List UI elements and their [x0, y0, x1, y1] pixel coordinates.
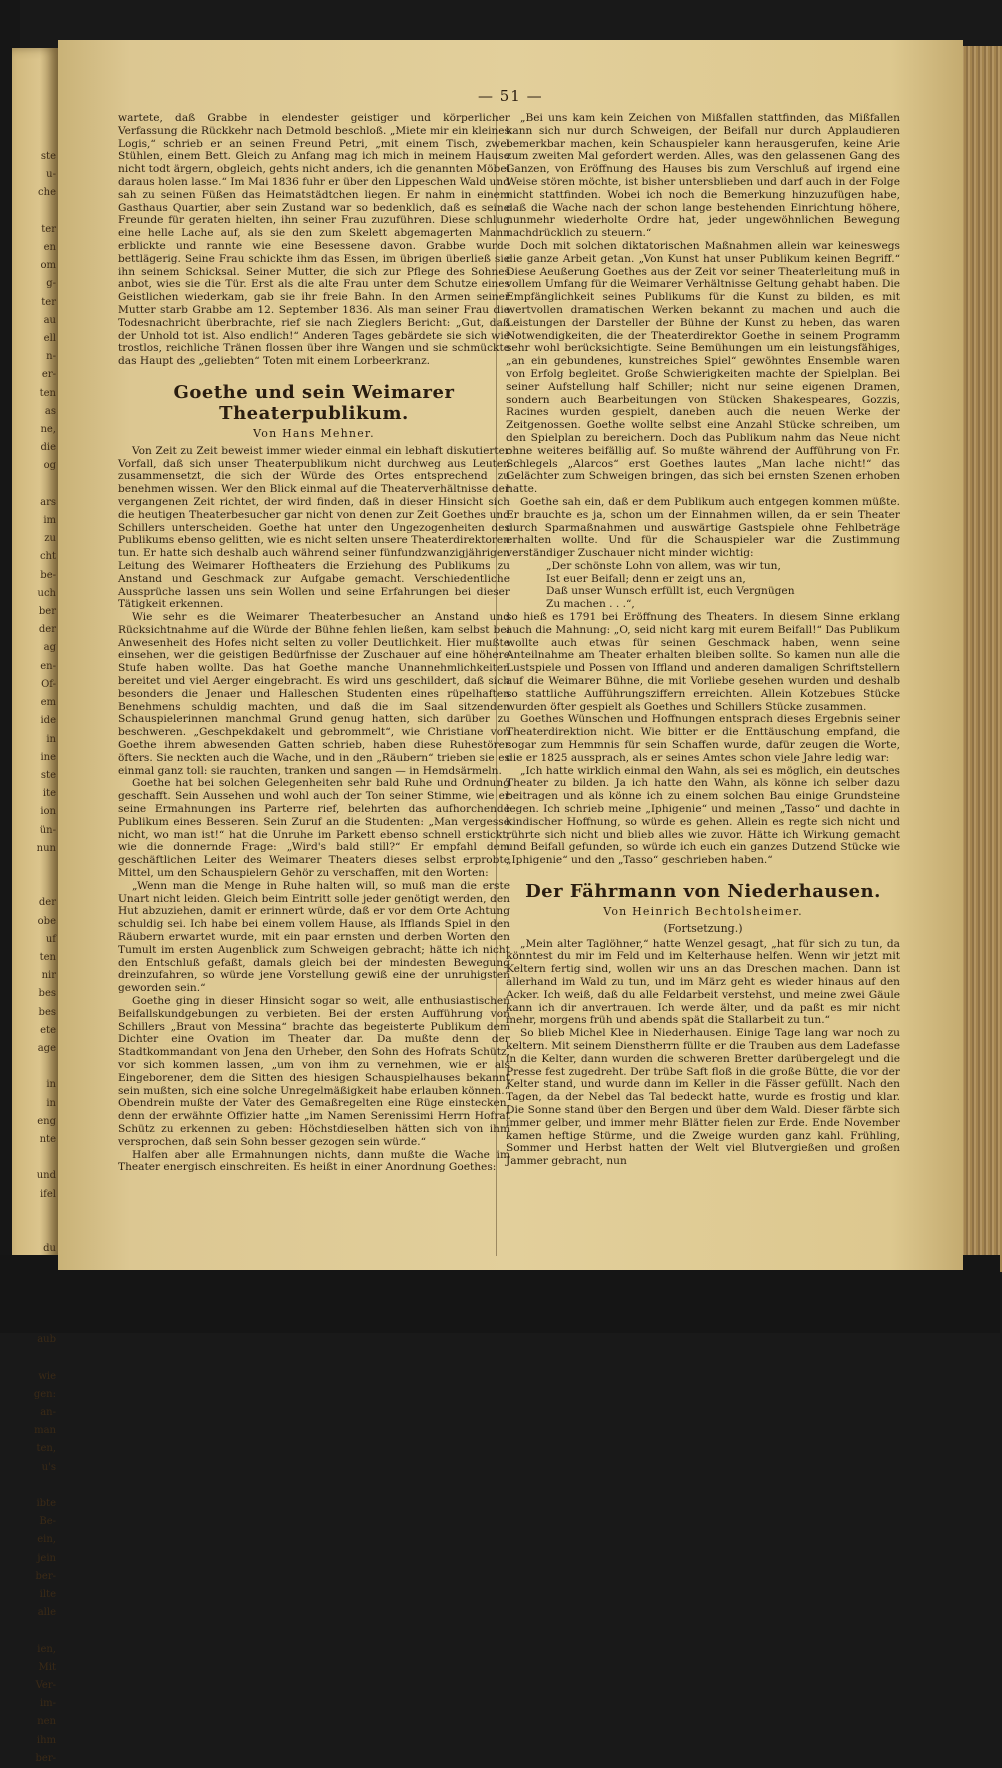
margin-fragment: che: [38, 187, 56, 199]
quote-paragraph: „Ich hatte wirklich einmal den Wahn, als sei es möglich, ein deutsches Theater zu bilden. Ja ich hatte den Wahn, als könne ich selber dazu beitragen und als könne ich zu einem solchen Bau einige Grundsteine legen. Ich schrieb meine „Iphigenie“ und meinen „Tasso“ und dachte in kindischer Hoffnung, so würde es gehen. Allein es regte sich nicht und rührte sich nicht und blieb alles wie zuvor. Hätte ich Wirkung gemacht und Beifall gefunden, so würde ich euch ein ganzes Dutzend Stücke wie „Iphigenie“ und den „Tasso“ geschrieben haben.“: [506, 764, 900, 867]
article-paragraph: Halfen aber alle Ermahnungen nichts, dann mußte die Wache im Theater energisch einschreiten. Es heißt in einer Anordnung Goethes:: [118, 1148, 510, 1174]
story-paragraph: So blieb Michel Klee in Niederhausen. Einige Tage lang war noch zu keltern. Mit seinem Dienstherrn füllte er die Trauben aus dem Ladefasse in die Kelter, dann wurden die schweren Bretter darübergelegt und die Presse fest zugedreht. Der trübe Saft floß in die große Bütte, die vor der Kelter stand, und wurde dann im Keller in die Fässer gefüllt. Nach den Tagen, da der Nebel das Tal bedeckt hatte, wurde es frostig und klar. Die Sonne stand über den Bergen und über dem Wald. Dieser färbte sich immer gelber, und immer mehr Blätter fielen zur Erde. Ende November kamen heftige Stürme, und die Zweige wurden ganz kahl. Frühling, Sommer und Herbst hatten der Welt viel Blutvergießen und großen Jammer gebracht, nun: [506, 1027, 900, 1168]
margin-fragment: ten,: [36, 1443, 56, 1455]
margin-fragment: alle: [37, 1607, 56, 1619]
article-headline-goethe: Goethe und sein Weimarer Theaterpublikum.: [173, 381, 455, 424]
margin-fragment: [12, 1349, 58, 1367]
verse-line: Daß unser Wunsch erfüllt ist, euch Vergnügen: [546, 585, 795, 598]
article-paragraph: Wie sehr es die Weimarer Theaterbesucher an Anstand und Rücksichtnahme auf die Würde der Bühne fehlen ließen, kam selbst bei Anwesenheit des Hofes nicht selten zu voller Deutlichkeit. Hier mußte einsehen, wer die geistigen Bedürfnisse der Zuschauer auf eine höhere Stufe haben wollte. Das hat Goethe manche Unannehmlichkeiten bereitet und viel Aerger eingebracht. Es wird uns geschildert, daß sich besonders die Jenaer und Halleschen Studenten eines rüpelhaften Benehmens schuldig machten, und daß die im Saal sitzenden Schauspielerinnen manchmal Grund genug hatten, sich darüber zu beschweren. „Geschpekdakelt und gebrommelt“, wie Christiane von Goethe ihrem abwesenden Gatten schrieb, haben diese Ruhestörer öfters. Sie neckten auch die Wache, und in den „Räubern“ trieben sie es einmal ganz toll: sie rauchten, tranken und sangen — in Hemdsärmeln.: [118, 611, 510, 777]
margin-fragment: ber-: [35, 1570, 56, 1582]
article-paragraph: Goethe ging in dieser Hinsicht sogar so weit, alle enthusiastischen Beifallskundgebungen zu verbieten. Bei der ersten Aufführung von Schillers „Braut von Messina“ brachte das begeisterte Publikum dem Dichter eine Ovation im Theater dar. Da mußte denn der Stadtkommandant von Jena den Urheber, den Sohn des Hofrats Schütz, vor sich kommen lassen, „um von ihm zu vernehmen, wie er als Eingeborener, dem die Sitten des hiesigen Schauspielhauses bekannt sein mußten, sich eine solche Unregelmäßigkeit habe erlauben können.“ Obendrein mußte der Vater des Gemaßregelten eine Rüge einstecken, denn der erwähnte Offizier hatte „im Namen Serenissimi Herrn Hofrat Schütz zu erkennen zu geben: Höchstdieselben hätten sich von ihm versprochen, daß sein Sohn besser gezogen sein würde.“: [118, 995, 510, 1148]
margin-fragment: uch: [37, 587, 56, 599]
margin-fragment: in: [46, 1079, 56, 1091]
margin-fragment: [12, 858, 58, 876]
margin-fragment: uf: [45, 933, 56, 945]
verse-line: „Der schönste Lohn von allem, was wir tun,: [546, 559, 781, 572]
margin-fragment: ien,: [37, 1643, 56, 1655]
margin-fragment: om: [40, 260, 56, 272]
margin-fragment: u-: [46, 169, 56, 181]
margin-fragment: ag: [43, 642, 56, 654]
article-paragraph: Von Zeit zu Zeit beweist immer wieder einmal ein lebhaft diskutierter Vorfall, daß sich unser Theaterpublikum nicht durchweg aus Leuten zusammensetzt, die sich der Würde des Ortes entsprechend zu benehmen wissen. Wer den Blick einmal auf die Theaterverhältnisse der vergangenen Zeit richtet, der wird finden, daß in dieser Hinsicht sich die heutigen Theaterbesucher gar nicht von denen zur Zeit Goethes und Schillers unterscheiden. Goethe hat unter den Ungezogenheiten des Publikums ebenso gelitten, wie es nicht selten unsere Theaterdirektoren tun. Er hatte sich deshalb auch während seiner fünfundzwanzigjährigen Leitung des Weimarer Hoftheaters die Erziehung des Publikums zu Anstand und Geschmack zur Aufgabe gemacht. Verschiedentliche Aussprüche lassen uns sein Wollen und seine Erfahrungen bei dieser Tätigkeit erkennen.: [118, 444, 510, 611]
margin-fragment: nte: [39, 1133, 56, 1145]
margin-fragment: g-: [46, 278, 56, 290]
article-byline-goethe: Von Hans Mehner.: [253, 426, 375, 440]
margin-fragment: [12, 1222, 58, 1240]
margin-fragment: ste: [40, 151, 56, 162]
margin-fragment: und: [36, 1170, 56, 1182]
margin-fragment: [12, 876, 58, 894]
article-paragraph: Goethes Wünschen und Hoffnungen entsprach dieses Ergebnis seiner Theaterdirektion nicht. Wie bitter er die Enttäuschung empfand, die sogar zum Hemmnis für sein Schaffen wurde, dafür zeugen die Worte, die er 1825 aussprach, als er seines Amtes schon viele Jahre ledig war:: [506, 713, 900, 764]
margin-fragment: nun: [36, 842, 56, 854]
margin-fragment: obe: [37, 915, 56, 927]
margin-fragment: n-: [46, 351, 56, 363]
margin-fragment: [12, 1477, 58, 1495]
newspaper-page: [58, 40, 963, 1270]
article-paragraph: so hieß es 1791 bei Eröffnung des Theaters. In diesem Sinne erklang auch die Mahnung: „O, seid nicht karg mit eurem Beifall!“ Das Publikum wollte auch etwas für seinen Geschmack haben, wenn seine Anteilnahme am Theater erhalten bleiben sollte. So kamen nun alle die Lustspiele und Possen von Iffland und anderen damaligen Schriftstellern auf die Weimarer Bühne, die mit Vorliebe gesehen wurden und deshalb so stattliche Aufführungsziffern erreichten. Allein Kotzebues Stücke wurden öfter gespielt als Goethes und Schillers Stücke zusammen.: [506, 611, 900, 713]
margin-fragment: ten: [39, 387, 56, 399]
margin-fragment: en-: [40, 660, 56, 672]
margin-fragment: og: [43, 460, 56, 472]
margin-fragment: as: [44, 405, 56, 417]
article-paragraph: Goethe hat bei solchen Gelegenheiten sehr bald Ruhe und Ordnung geschafft. Sein Aussehen und wohl auch der Ton seiner Stimme, wie er seine Ermahnungen ins Parterre rief, belehrten das aufhorchende Publikum eines Besseren. Sein Zuruf an die Studenten: „Man vergesse nicht, wo man ist!“ hat die Unruhe im Parkett ebenso schnell erstickt, wie die donnernde Frage: „Wird's bald still?“ Er empfahl dem geschäftlichen Leiter des Weimarer Theaters dieses selbst erprobte Mittel, um den Schauspielern Gehör zu verschaffen, mit den Worten:: [118, 777, 510, 880]
margin-fragment: in: [46, 733, 56, 745]
margin-fragment: ten: [39, 951, 56, 963]
margin-fragment: jein: [37, 1552, 56, 1564]
margin-fragment: wie: [38, 1370, 56, 1382]
margin-fragment: [12, 1058, 58, 1076]
book-spine: [958, 46, 1002, 1272]
margin-fragment: der: [38, 897, 56, 909]
margin-fragment: gen:: [33, 1388, 56, 1400]
margin-fragment: ete: [40, 1024, 56, 1036]
margin-fragment: ter: [41, 296, 56, 308]
margin-fragment: ion: [40, 806, 56, 818]
margin-fragment: ber-: [35, 1752, 56, 1764]
previous-page-edge: [12, 48, 58, 1764]
margin-fragment: der: [38, 624, 56, 636]
story-paragraph: „Mein alter Taglöhner,“ hatte Wenzel gesagt, „hat für sich zu tun, da könntest du mir im Feld und im Kelterhause helfen. Wenn wir jetzt mit Keltern fertig sind, wollen wir uns an das Dreschen machen. Dann ist allerhand im Wald zu tun, und im März geht es wieder hinaus auf den Acker. Ich weiß, daß du alle Feldarbeit verstehst, und meine zwei Gäule kann ich dir anvertrauen. Ich werde älter, und da paßt es mir nicht mehr, morgens früh und abends spät die Stallarbeit zu tun.“: [506, 937, 900, 1027]
margin-fragment: Ver-: [35, 1680, 56, 1692]
margin-fragment: zu: [44, 533, 56, 545]
margin-fragment: aub: [37, 1334, 56, 1346]
margin-fragment: au: [43, 314, 56, 326]
margin-fragment: ars: [40, 496, 56, 508]
margin-fragment: Mit: [38, 1661, 56, 1673]
margin-fragment: an-: [40, 1407, 56, 1419]
margin-fragment: age: [37, 1042, 56, 1054]
margin-fragment: ter: [41, 223, 56, 235]
margin-fragment: du: [43, 1243, 56, 1255]
margin-fragment: ste: [40, 769, 56, 781]
right-column: [506, 112, 900, 1168]
margin-fragment: in: [46, 1097, 56, 1109]
margin-fragment: er-: [41, 369, 56, 381]
margin-fragment: [12, 476, 58, 494]
margin-fragment: bes: [38, 1006, 56, 1018]
margin-fragment: ine: [40, 751, 56, 763]
verse-line: Ist euer Beifall; denn er zeigt uns an,: [546, 572, 746, 585]
quote-paragraph: „Bei uns kam kein Zeichen von Mißfallen stattfinden, das Mißfallen kann sich nur durch Schweigen, der Beifall nur durch Applaudieren bemerkbar machen, kein Schauspieler kann herausgerufen, keine Arie zum zweiten Mal gefordert werden. Alles, was den gelassenen Gang des Ganzen, von Eröffnung des Hauses bis zum Verschluß auf irgend eine Weise stören möchte, ist bisher untersblieben und darf auch in der Folge nicht stattfinden. Wobei ich noch die Bemerkung hinzuzufügen habe, daß die Wache nach der schon lange bestehenden Einrichtung höhere, nunmehr wiederholte Ordre hat, jeder ungewöhnlichen Bewegung nachdrücklich zu steuern.“: [506, 112, 900, 240]
margin-fragment: ilte: [39, 1589, 56, 1601]
margin-fragment: ell: [43, 333, 56, 345]
margin-fragment: ün-: [39, 824, 56, 836]
left-column: [118, 112, 510, 1174]
margin-fragment: [12, 1622, 58, 1640]
margin-fragment: [12, 203, 58, 221]
margin-fragment: die: [40, 442, 56, 454]
margin-fragment: ifel: [39, 1188, 56, 1200]
margin-fragment: ihm: [36, 1734, 56, 1746]
margin-fragment: nen: [37, 1716, 56, 1728]
article-paragraph: Goethe sah ein, daß er dem Publikum auch entgegen kommen müßte. Er brauchte es ja, schon um der Einnahmen willen, da er sein Theater durch Sparmaßnahmen und auswärtige Gastspiele ohne Fehlbeträge erhalten wollte. Und für die Schauspieler war die Zustimmung verständiger Zuschauer nicht minder wichtig:: [506, 495, 900, 560]
article-paragraph: Doch mit solchen diktatorischen Maßnahmen allein war keineswegs die ganze Arbeit getan. „Von Kunst hat unser Publikum keinen Begriff.“ Diese Aeußerung Goethes aus der Zeit vor seiner Theaterleitung muß in vollem Umfang für die Weimarer Verhältnisse Geltung gehabt haben. Die Empfänglichkeit seines Publikums für die Kunst zu bilden, es mit wertvollen dramatischen Werken bekannt zu machen und auch die Leistungen der Darsteller der Bühne der Kunst zu heben, das waren Notwendigkeiten, die der Theaterdirektor Goethe in seinem Programm sehr wohl berücksichtigte. Seine Bemühungen um ein leistungsfähiges, „an ein gebundenes, kunstreiches Spiel“ gewöhntes Ensemble waren von Erfolg begleitet. Große Schwierigkeiten machte der Spielplan. Bei seiner Aufstellung half Schiller; nicht nur seine eigenen Dramen, sondern auch Bearbeitungen von Stücken Shakespeares, Gozzis, Racines wurden gespielt, daneben auch die neuen Werke der Zeitgenossen. Goethe wollte selbst eine Anzahl Stücke schreiben, um den Spielplan zu bereichern. Doch das Publikum nahm das Neue nicht ohne weiteres beifällig auf. So mußte während der Aufführung von Fr. Schlegels „Alarcos“ erst Goethes lautes „Man lache nicht!“ das Gelächter zum Schweigen bringen, das sich bei ernsten Szenen erhoben hatte.: [506, 239, 900, 496]
margin-fragment: ein,: [37, 1534, 56, 1546]
margin-fragment: man: [34, 1425, 56, 1437]
margin-fragment: em: [40, 697, 56, 709]
quote-paragraph: „Wenn man die Menge in Ruhe halten will, so muß man die erste Unart nicht leiden. Gleich beim Eintritt solle jeder genötigt werden, den Hut abzuziehen, damit er erinnert würde, daß er vor dem Orte Achtung schuldig sei. Ich habe bei einem vollem Hause, als Ifflands Spiel in den Räubern erwartet wurde, mit ein paar ernsten und derben Worten den Tumult im ersten Augenblick zum Schweigen gebracht; hätte ich nicht den Entschluß gefaßt, damals gleich bei der mindesten Bewegung dreinzufahren, so würde jene Vorstellung gewiß eine der unruhigsten geworden sein.“: [118, 879, 510, 995]
margin-fragment: Of-: [41, 678, 56, 690]
margin-fragment: u's: [41, 1461, 56, 1473]
margin-fragment: im-: [39, 1698, 56, 1710]
article-headline-faehrmann: Der Fährmann von Niederhausen.: [525, 881, 881, 903]
margin-fragment: Be-: [39, 1516, 56, 1528]
margin-fragment: eng: [37, 1115, 56, 1127]
grabbe-story-end: wartete, daß Grabbe in elendester geistiger und körperlicher Verfassung die Rückkehr nach Detmold beschloß. „Miete mir ein kleines Logis,“ schrieb er an seinen Freund Petri, „mit einem Tisch, zwei Stühlen, einem Bett. Gleich zu Anfang mag ich mich in meinem Hause nicht todt ärgern, obgleich, gehts nicht anders, ich die genannten Möbel daraus holen lasse.“ Im Mai 1836 fuhr er über den Lippeschen Wald und sah zu seinen Füßen das Heimatstädtchen liegen. Er nahm in einem Gasthaus Quartier, aber sein Zustand war so bedenklich, daß es seine Freunde für geraten hielten, ihn seiner Frau zuzuführen. Diese schlug eine helle Lache auf, als sie den zum Skelett abgemagerten Mann erblickte und rannte wie eine Besessene davon. Grabbe wurde bettlägerig. Seine Frau schickte ihm das Essen, im übrigen überließ sie ihn seinem Schicksal. Seiner Mutter, die sich zur Pflege des Sohnes anbot, wies sie die Tür. Erst als die alte Frau unter dem Schutze eines Geistlichen wiederkam, gab sie ihr freie Bahn. In den Armen seiner Mutter starb Grabbe am 12. September 1836. Als man seiner Frau die Todesnachricht überbrachte, rief sie nach Zieglers Bericht: „Gut, daß der Unhold tot ist. Also endlich!“ Anderen Tages gebärdete sie sich wie trostlos, reichliche Tränen flossen über ihre Wangen und sie schmückte das Haupt des „geliebten“ Toten mit einem Lorbeerkranz.: [118, 112, 510, 368]
margin-fragment: cht: [39, 551, 56, 563]
margin-fragment: ne,: [40, 424, 56, 436]
page-number: — 51 —: [478, 87, 543, 105]
margin-fragment: im: [43, 515, 56, 527]
margin-fragment: nir: [41, 970, 56, 982]
margin-fragment: bes: [38, 988, 56, 1000]
margin-fragment: [12, 1204, 58, 1222]
previous-page-text: [12, 148, 58, 1764]
margin-fragment: [12, 1149, 58, 1167]
margin-fragment: ber: [38, 606, 56, 618]
poem-quote: [546, 560, 900, 611]
margin-fragment: be-: [40, 569, 56, 581]
margin-fragment: ide: [40, 715, 56, 727]
continuation-note: (Fortsetzung.): [663, 921, 743, 935]
margin-fragment: ite: [42, 788, 56, 800]
margin-fragment: ibte: [36, 1498, 56, 1510]
verse-line: Zu machen . . .“,: [546, 598, 635, 611]
article-byline-faehrmann: Von Heinrich Bechtolsheimer.: [603, 905, 803, 919]
margin-fragment: en: [43, 242, 56, 254]
